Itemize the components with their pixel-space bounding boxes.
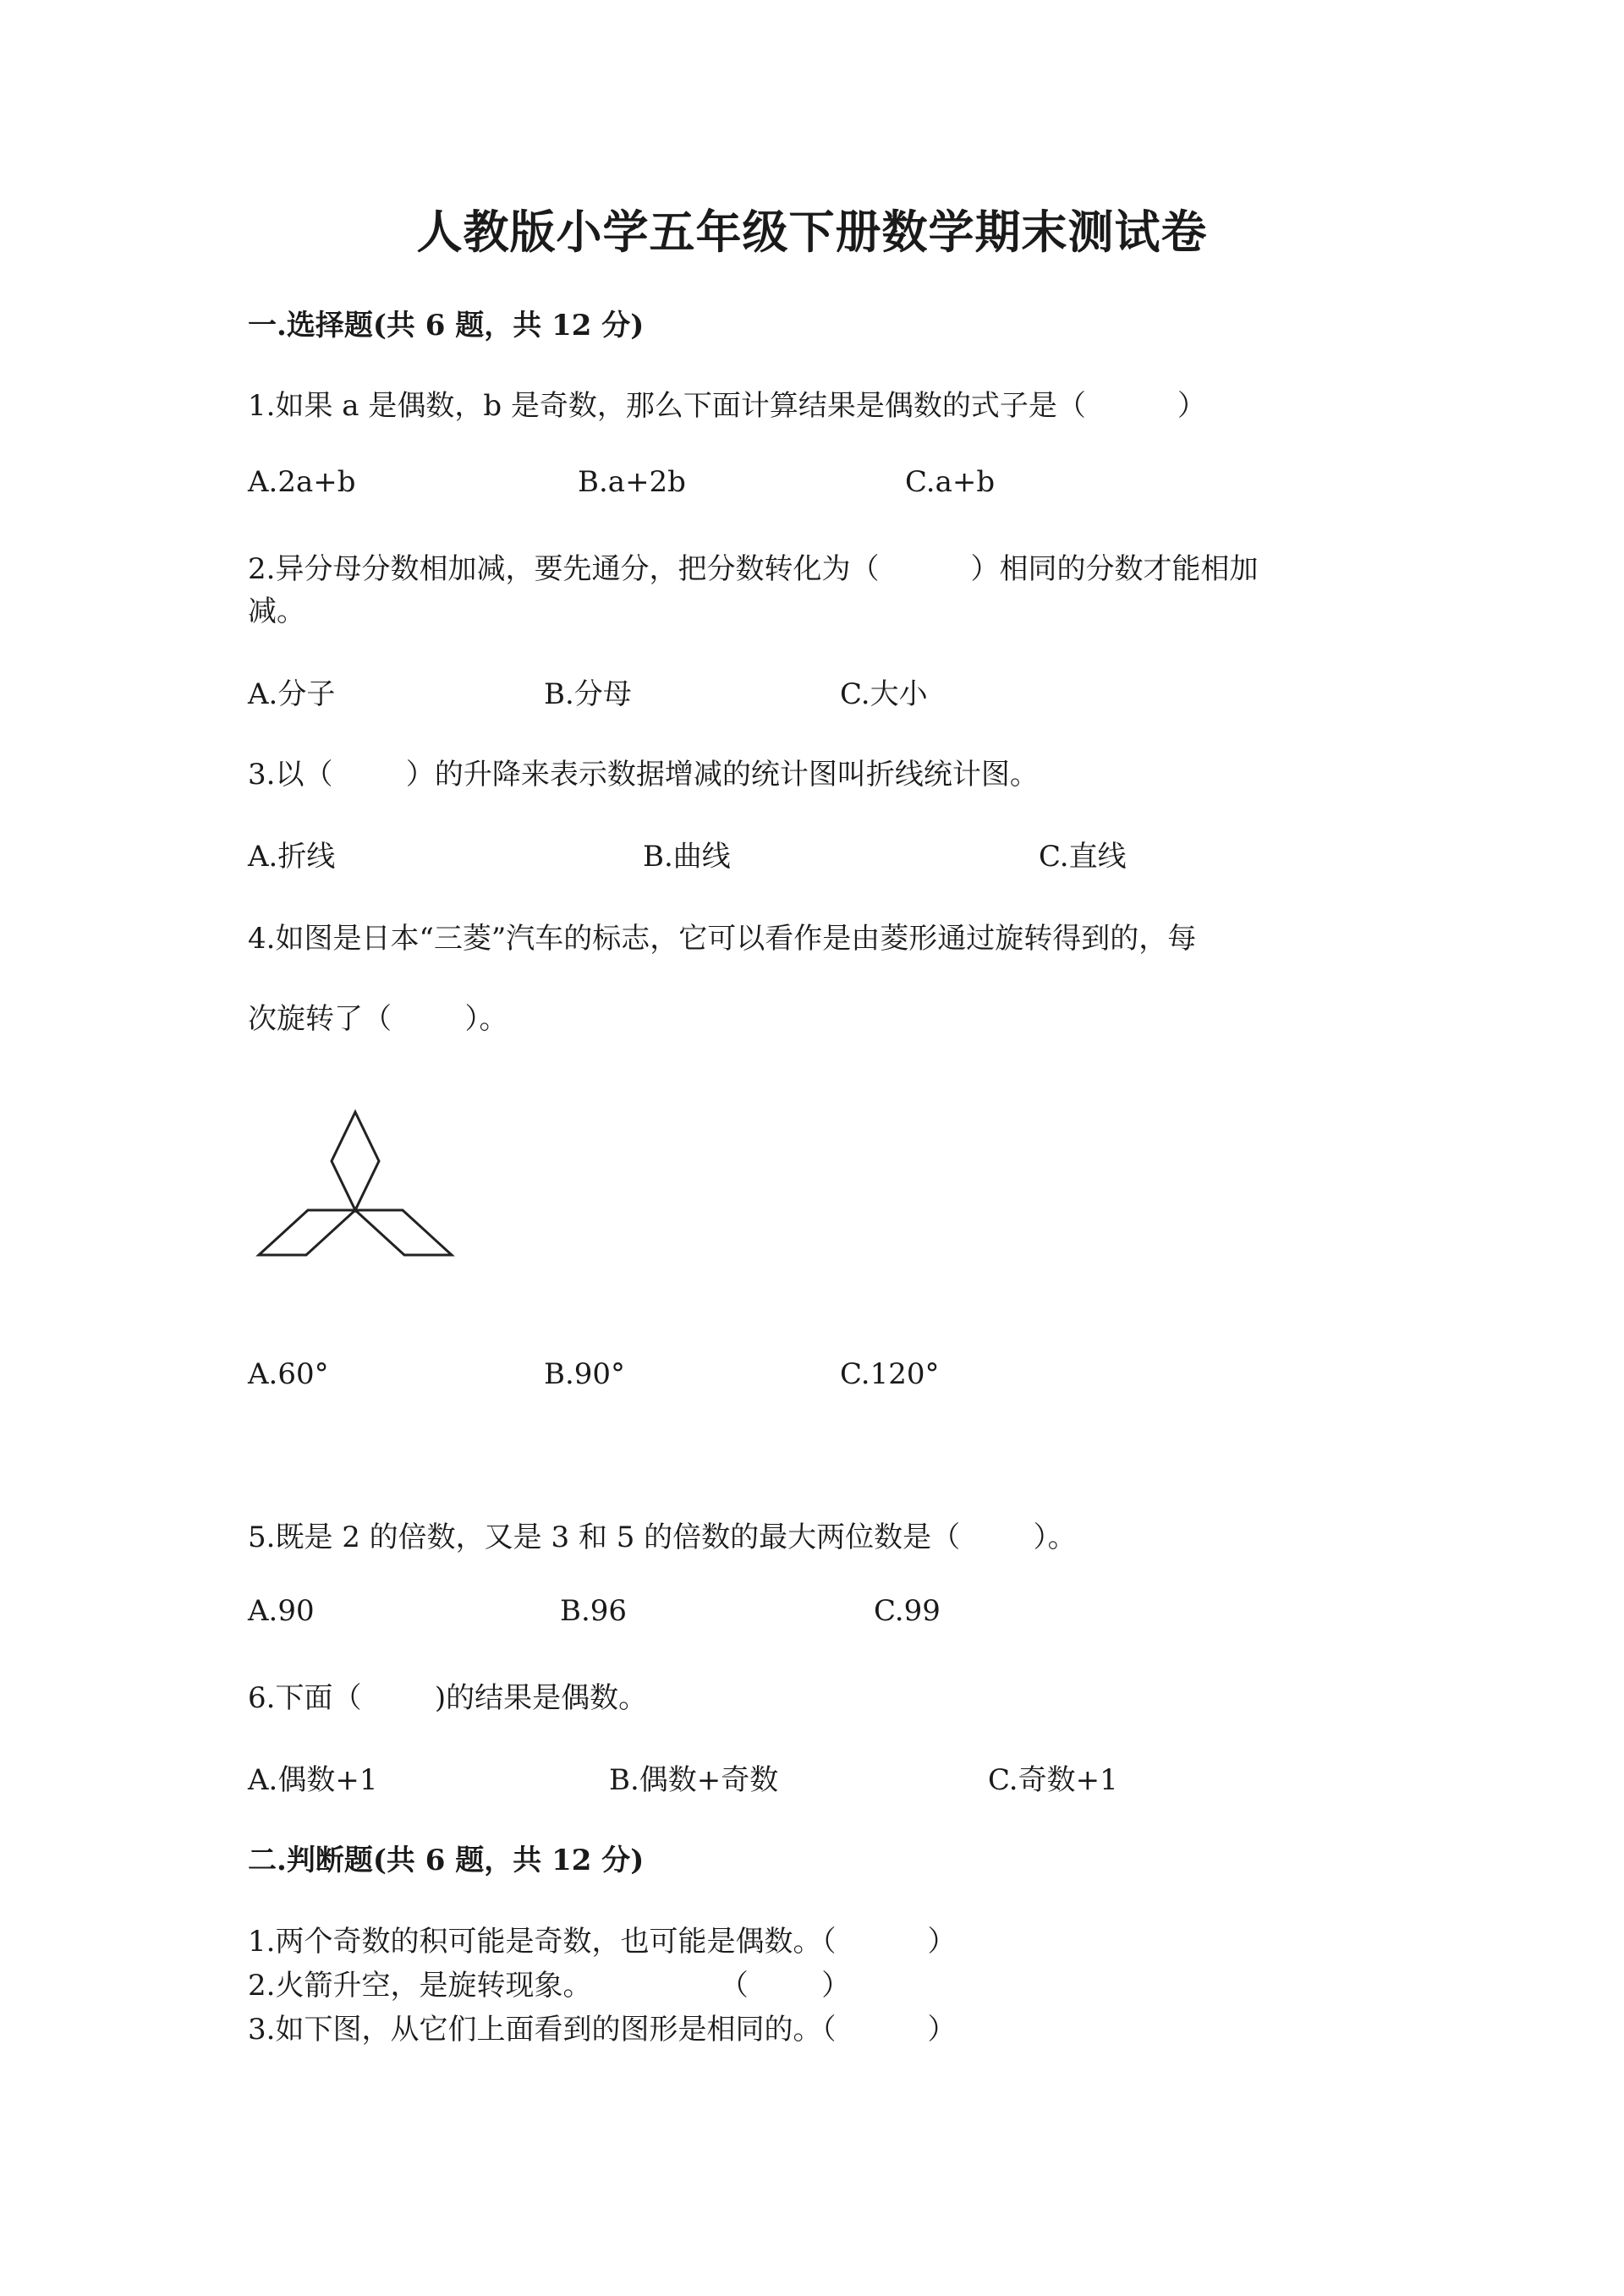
question-4-line-2: 次旋转了（ ）。	[248, 1002, 508, 1036]
q4-option-a: A.60°	[248, 1357, 329, 1391]
q6-option-c: C.奇数+1	[988, 1763, 1118, 1797]
question-4-line-1: 4.如图是日本“三菱”汽车的标志，它可以看作是由菱形通过旋转得到的，每	[248, 922, 1197, 956]
q2-option-b: B.分母	[544, 677, 632, 711]
question-6: 6.下面（ )的结果是偶数。	[248, 1681, 648, 1715]
rhombus-top	[332, 1112, 379, 1210]
judgement-1: 1.两个奇数的积可能是奇数，也可能是偶数。（ ）	[248, 1925, 957, 1959]
judgement-3: 3.如下图，从它们上面看到的图形是相同的。（ ）	[248, 2013, 957, 2047]
section-heading-judgement: 二.判断题(共 6 题，共 12 分)	[248, 1844, 645, 1877]
q6-option-b: B.偶数+奇数	[609, 1763, 779, 1797]
section-heading-choice: 一.选择题(共 6 题，共 12 分)	[248, 309, 645, 342]
question-1: 1.如果 a 是偶数，b 是奇数，那么下面计算结果是偶数的式子是（ ）	[248, 389, 1206, 423]
q1-option-b: B.a+2b	[578, 465, 686, 499]
q4-option-b: B.90°	[544, 1357, 626, 1391]
q3-option-a: A.折线	[248, 840, 336, 874]
q5-option-b: B.96	[560, 1594, 628, 1628]
judgement-2: 2.火箭升空，是旋转现象。 （ ）	[248, 1969, 851, 2003]
question-5: 5.既是 2 的倍数，又是 3 和 5 的倍数的最大两位数是（ ）。	[248, 1521, 1077, 1554]
page-title: 人教版小学五年级下册数学期末测试卷	[416, 205, 1208, 259]
question-3: 3.以（ ）的升降来表示数据增减的统计图叫折线统计图。	[248, 758, 1039, 792]
q3-option-c: C.直线	[1039, 840, 1127, 874]
q6-option-a: A.偶数+1	[248, 1763, 378, 1797]
rhombus-left	[259, 1210, 355, 1255]
rhombus-rotation-diagram	[254, 1108, 457, 1277]
rhombus-right	[355, 1210, 452, 1255]
q1-option-a: A.2a+b	[248, 465, 356, 499]
question-2-line-2: 减。	[248, 595, 305, 628]
q1-option-c: C.a+b	[905, 465, 996, 499]
q2-option-c: C.大小	[840, 677, 928, 711]
q5-option-c: C.99	[874, 1594, 941, 1628]
q3-option-b: B.曲线	[643, 840, 731, 874]
q4-option-c: C.120°	[840, 1357, 940, 1391]
q5-option-a: A.90	[248, 1594, 315, 1628]
mitsubishi-logo-figure	[254, 1108, 457, 1280]
question-2-line-1: 2.异分母分数相加减，要先通分，把分数转化为（ ）相同的分数才能相加	[248, 552, 1259, 586]
q2-option-a: A.分子	[248, 677, 336, 711]
